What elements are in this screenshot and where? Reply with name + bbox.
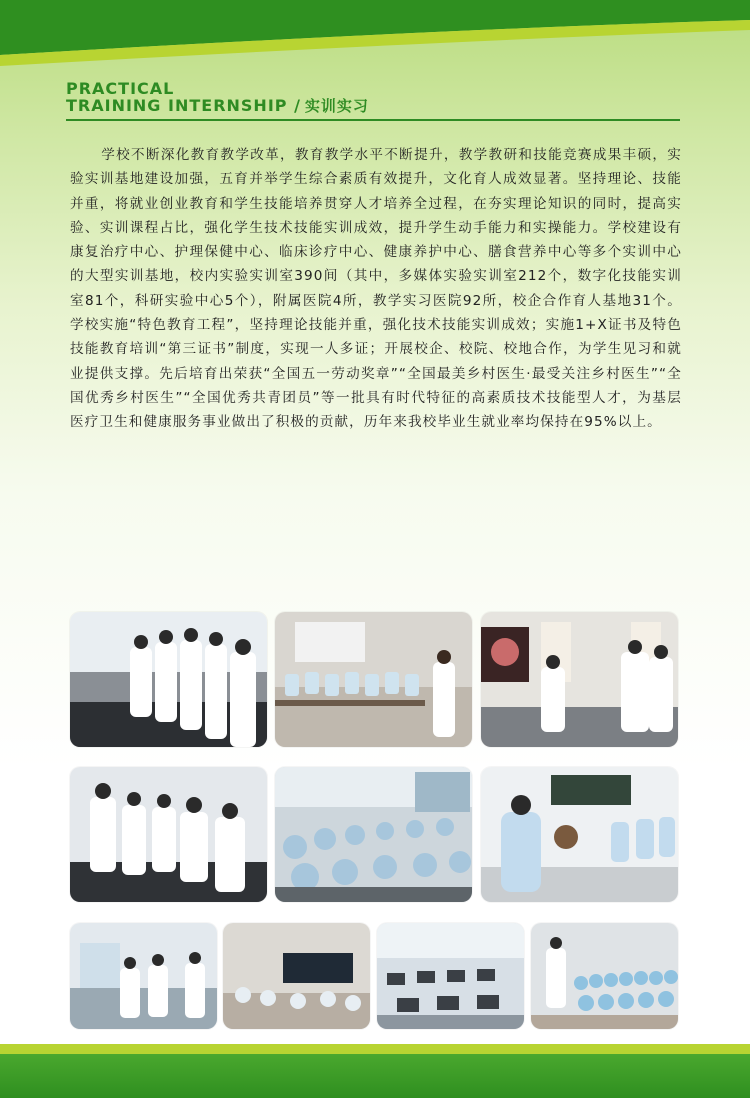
training-photo-3 (481, 612, 678, 747)
bottom-decorative-band (0, 1044, 750, 1098)
bottom-band-lime-stripe (0, 1044, 750, 1054)
training-photo-10 (531, 923, 678, 1029)
training-photo-5 (275, 767, 472, 902)
section-header (66, 80, 686, 121)
training-photo-6 (481, 767, 678, 902)
top-decorative-band (0, 0, 750, 70)
training-photo-4 (70, 767, 267, 902)
training-photo-7 (70, 923, 217, 1029)
header-divider (66, 119, 680, 121)
header-line-2-cn: 实训实习 (304, 97, 369, 115)
training-photo-8 (223, 923, 370, 1029)
header-line-2-en: TRAINING INTERNSHIP / (66, 96, 301, 115)
bottom-band-green-stripe (0, 1054, 750, 1098)
header-line-2 (66, 97, 686, 115)
header-line-1: PRACTICAL (66, 79, 175, 98)
training-photo-9 (377, 923, 524, 1029)
body-paragraph: 学校不断深化教育教学改革，教育教学水平不断提升，教学教研和技能竞赛成果丰硕，实验实训基地建设加强，五育并举学生综合素质有效提升，文化育人成效显著。坚持理论、技能并重，将就业创业教育和学生技能培养贯穿人才培养全过程，在夯实理论知识的同时，提高实验、实训课程占比，强化学生技术技能实训成效，提升学生动手能力和实操能力。学校建设有康复治疗中心、护理保健中心、临床诊疗中心、健康养护中心、膳食营养中心等多个实训中心的大型实训基地，校内实验实训室390间（其中，多媒体实验实训室212个，数字化技能实训室81个，科研实验中心5个），附属医院4所，教学实习医院92所，校企合作育人基地31个。学校实施“特色教育工程”，坚持理论技能并重，强化技术技能实训成效；实施1+X证书及特色技能教育培训“第三证书”制度，实现一人多证；开展校企、校院、校地合作，为学生见习和就业提供支撑。先后培育出荣获“全国五一劳动奖章”“全国最美乡村医生·最受关注乡村医生”“全国优秀乡村医生”“全国优秀共青团员”等一批具有时代特征的高素质技术技能型人才，为基层医疗卫生和健康服务事业做出了积极的贡献，历年来我校毕业生就业率均保持在95%以上。 (70, 147, 682, 431)
training-photo-1 (70, 612, 267, 747)
training-photo-2 (275, 612, 472, 747)
